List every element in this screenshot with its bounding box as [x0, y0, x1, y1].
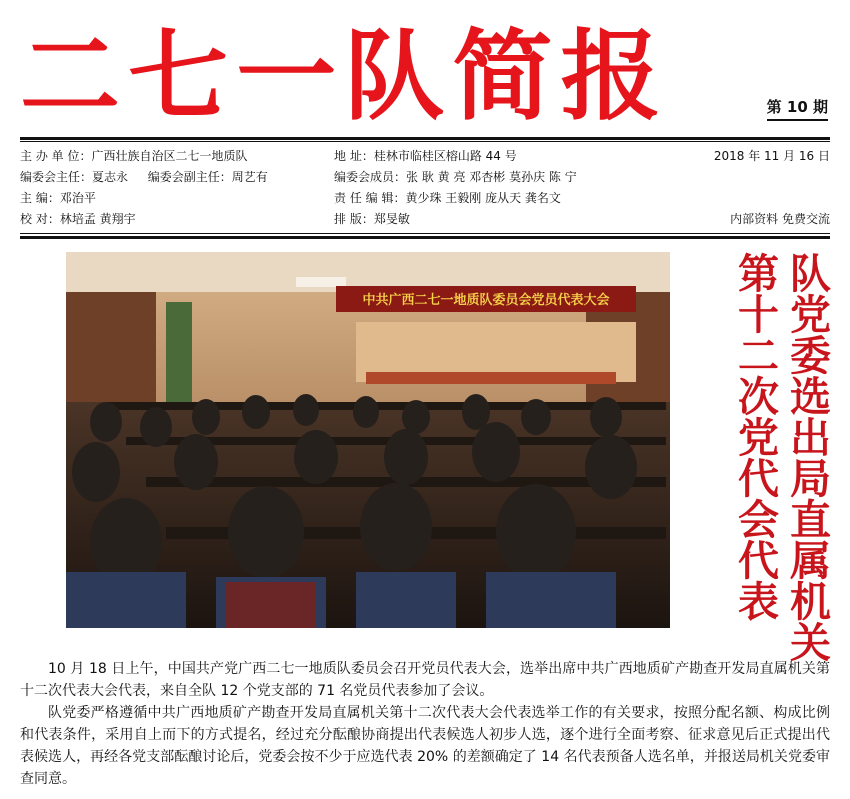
host-field	[20, 149, 247, 164]
vice-chair-label: 编委会副主任：	[147, 170, 232, 184]
resp-editor-value: 黄少珠 王毅刚 庞从天 龚名文	[405, 191, 561, 205]
proof-label: 校 对：	[20, 212, 60, 226]
article-paragraph-1: 10 月 18 日上午，中国共产党广西二七一地质队委员会召开党员代表大会，选举出席中共广西地质矿产勘查开发局直属机关第十二次代表大会代表，来自全队 12 个党支部的 71 名党员代表参加了会议。	[20, 661, 830, 699]
article-body	[20, 658, 830, 790]
chair-label: 编委会主任：	[20, 170, 93, 184]
header-rule-top-thin	[20, 141, 830, 142]
host-value: 广西壮族自治区二七一地质队	[91, 149, 248, 163]
publish-date: 2018 年 11 月 16 日	[713, 149, 830, 163]
chair-field	[20, 170, 268, 185]
host-label: 主 办 单 位：	[20, 149, 92, 163]
vice-chair-value: 周艺有	[231, 170, 268, 184]
headline-column-2: 第十二次党代会代表	[731, 252, 779, 621]
members-label: 编委会成员：	[334, 170, 407, 184]
editor-value: 邓治平	[59, 191, 96, 205]
proof-field	[20, 212, 136, 227]
header-rule-top	[20, 137, 830, 140]
header-rule-bottom	[20, 236, 830, 239]
layout-field	[334, 212, 410, 227]
editor-field	[20, 191, 96, 206]
proof-value: 林培孟 黄翔宇	[59, 212, 136, 226]
issue-number: 第 10 期	[767, 96, 828, 121]
layout-value: 郑旻敏	[373, 212, 410, 226]
address-value: 桂林市临桂区榕山路 44 号	[373, 149, 517, 163]
resp-editor-label: 责 任 编 辑：	[334, 191, 406, 205]
address-field	[334, 149, 517, 164]
header-rule-bottom-thin	[20, 233, 830, 234]
resp-editor-field	[334, 191, 561, 206]
editor-label: 主 编：	[20, 191, 60, 205]
masthead-title: 二七一队简报	[20, 19, 669, 134]
members-value: 张 耿 黄 亮 邓杏彬 莫孙庆 陈 宁	[406, 170, 577, 184]
photo-banner-text: 中共广西二七一地质队委员会党员代表大会	[362, 293, 610, 308]
chair-value: 夏志永	[92, 170, 129, 184]
meeting-photo	[66, 252, 670, 628]
address-label: 地 址：	[334, 149, 374, 163]
internal-note: 内部资料 免费交流	[730, 212, 830, 226]
headline-column-1: 队党委选出局直属机关	[783, 252, 831, 662]
members-field	[334, 170, 577, 185]
layout-label: 排 版：	[334, 212, 374, 226]
article-paragraph-2: 队党委严格遵循中共广西地质矿产勘查开发局直属机关第十二次代表大会代表选举工作的有关要求，按照分配名额、构成比例和代表条件，采用自上而下的方式提名，经过充分酝酿协商提出代表候选人初步人选，逐个进行全面考察、征求意见后正式提出代表候选人，再经各党支部酝酿讨论后，党委会按不少于应选代表 20% 的差额确定了 14 名代表预备人选名单，并报送局机关党委审查同意。	[20, 705, 830, 787]
